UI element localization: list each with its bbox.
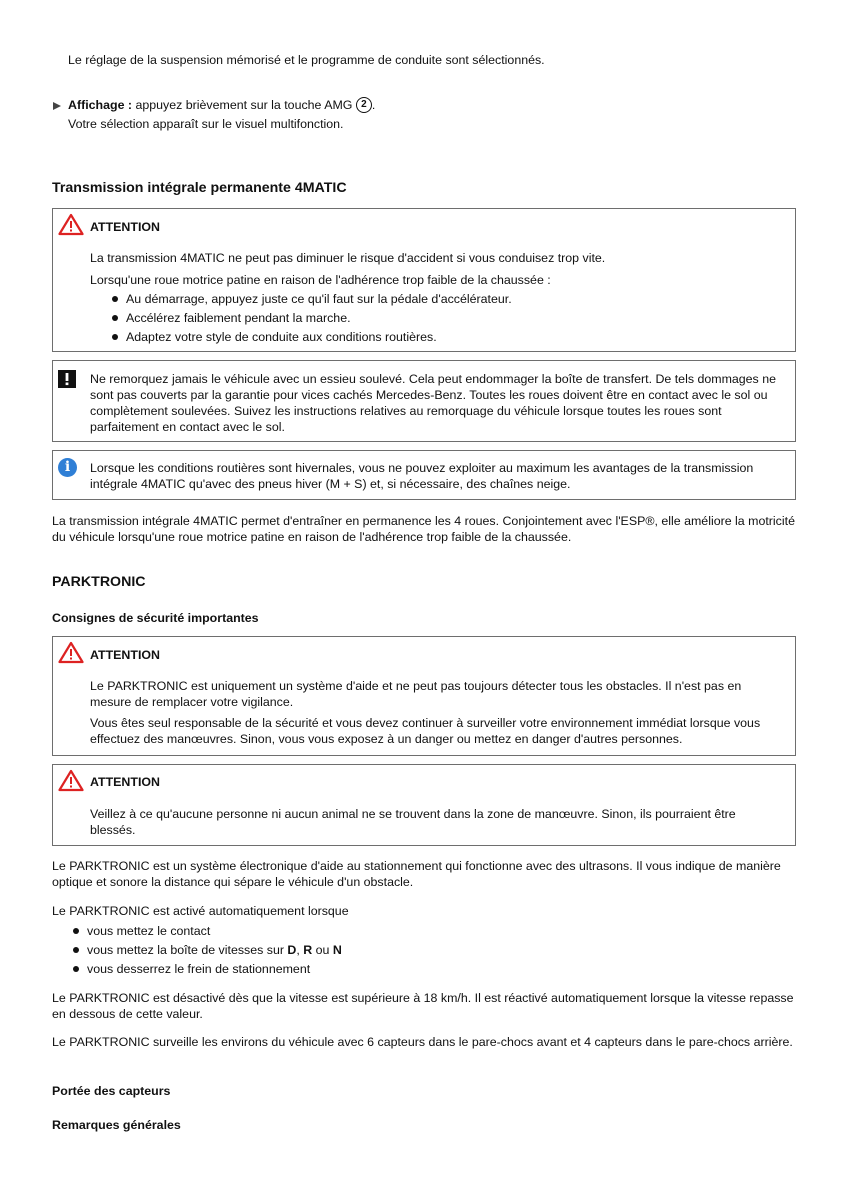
gear-r: R	[303, 943, 313, 957]
attention-box-parktronic-1	[52, 636, 796, 756]
gear-n: N	[332, 943, 342, 957]
info-text: Lorsque les conditions routières sont hivernales, vous ne pouvez exploiter au maximum les avantages de la transmission intégrale 4MATIC qu'avec des pneus hiver (M + S) et, si nécessaire, des chaînes neige.	[90, 461, 754, 491]
affichage-instruction	[68, 97, 375, 113]
separator: ,	[296, 943, 304, 957]
attention-text-2: Lorsqu'une roue motrice patine en raison de l'adhérence trop faible de la chaussée :	[90, 273, 551, 287]
list-item	[73, 942, 342, 958]
list-item	[73, 961, 310, 977]
attention-text-1: La transmission 4MATIC ne peut pas diminuer le risque d'accident si vous conduisez trop vite.	[90, 251, 606, 265]
exclamation-notice-icon	[58, 370, 76, 388]
affichage-end: .	[371, 98, 376, 112]
notice-text: Ne remorquez jamais le véhicule avec un essieu soulevé. Cela peut endommager la boîte de transfert. De tels dommages ne sont pas couverts par la garantie pour vices cachés Mercedes-Benz. Toutes les roues doivent être en contact avec le sol ou complètement soulevées. Suivez les instructions relatives au remorquage du véhicule lorsque toutes les roues sont parfaitement en contact avec le sol.	[90, 372, 776, 434]
bullet-icon	[73, 928, 79, 934]
affichage-text: appuyez brièvement sur la touche AMG	[132, 98, 356, 112]
list-item-text: vous mettez la boîte de vitesses sur	[87, 943, 288, 957]
affichage-label: Affichage :	[68, 98, 133, 112]
attention-text-2: Vous êtes seul responsable de la sécurité et vous devez continuer à surveiller votre environnement immédiat lorsque vous effectuez des manœuvres. Sinon, vous vous exposez à un danger ou mettez en danger d'autres personnes.	[90, 716, 761, 746]
subtitle-safety: Consignes de sécurité importantes	[52, 611, 259, 625]
list-item-text: Adaptez votre style de conduite aux conditions routières.	[126, 330, 437, 344]
attention-label: ATTENTION	[90, 220, 160, 234]
bullet-icon	[112, 315, 118, 321]
heading-portee: Portée des capteurs	[52, 1084, 171, 1098]
info-icon: i	[58, 458, 77, 477]
heading-remarques: Remarques générales	[52, 1118, 181, 1132]
paragraph-parktronic-3: Le PARKTRONIC est désactivé dès que la vitesse est supérieure à 18 km/h. Il est réactivé automatiquement lorsque la vitesse repasse en dessous de cette valeur.	[52, 991, 794, 1021]
bullet-icon	[112, 296, 118, 302]
attention-box-4matic	[52, 208, 796, 352]
list-item-text: vous mettez le contact	[87, 924, 211, 938]
list-item	[73, 923, 210, 939]
attention-box-parktronic-2	[52, 764, 796, 846]
list-item-text: Accélérez faiblement pendant la marche.	[126, 311, 351, 325]
separator: ou	[312, 943, 333, 957]
paragraph-4matic: La transmission intégrale 4MATIC permet d'entraîner en permanence les 4 roues. Conjointement avec l'ESP®, elle améliore la motricité du véhicule lorsqu'une roue motrice patine en raison de l'adhérence trop faible de la chaussée.	[52, 514, 795, 544]
list-item-text: Au démarrage, appuyez juste ce qu'il faut sur la pédale d'accélérateur.	[126, 292, 512, 306]
step-arrow-icon	[52, 99, 64, 111]
list-item	[112, 291, 512, 307]
paragraph-parktronic-1: Le PARKTRONIC est un système électronique d'aide au stationnement qui fonctionne avec des ultrasons. Il vous indique de manière optique et sonore la distance qui sépare le véhicule d'un obstacle.	[52, 859, 781, 889]
info-box	[52, 450, 796, 500]
attention-label: ATTENTION	[90, 775, 160, 789]
warning-triangle-icon	[58, 769, 84, 792]
bullet-icon	[73, 947, 79, 953]
list-item	[112, 310, 351, 326]
paragraph-parktronic-2: Le PARKTRONIC est activé automatiquement lorsque	[52, 904, 349, 918]
attention-text-1: Le PARKTRONIC est uniquement un système d'aide et ne peut pas toujours détecter tous les obstacles. Il n'est pas en mesure de remplacer votre vigilance.	[90, 679, 742, 709]
section-title-4matic: Transmission intégrale permanente 4MATIC	[52, 180, 347, 196]
amg-key-icon: 2	[356, 97, 372, 113]
attention-text-1: Veillez à ce qu'aucune personne ni aucun animal ne se trouvent dans la zone de manœuvre. Sinon, ils pourraient être blessés.	[90, 807, 736, 837]
section-title-parktronic: PARKTRONIC	[52, 574, 146, 590]
gear-d: D	[287, 943, 297, 957]
warning-triangle-icon	[58, 641, 84, 664]
notice-box	[52, 360, 796, 442]
list-item-text: vous desserrez le frein de stationnement	[87, 962, 311, 976]
intro-line: Le réglage de la suspension mémorisé et le programme de conduite sont sélectionnés.	[68, 53, 545, 67]
paragraph-parktronic-4: Le PARKTRONIC surveille les environs du véhicule avec 6 capteurs dans le pare-chocs avant et 4 capteurs dans le pare-chocs arrière.	[52, 1035, 793, 1049]
bullet-icon	[73, 966, 79, 972]
attention-label: ATTENTION	[90, 648, 160, 662]
intro-line-3: Votre sélection apparaît sur le visuel multifonction.	[68, 117, 344, 131]
bullet-icon	[112, 334, 118, 340]
warning-triangle-icon	[58, 213, 84, 236]
list-item	[112, 329, 437, 345]
